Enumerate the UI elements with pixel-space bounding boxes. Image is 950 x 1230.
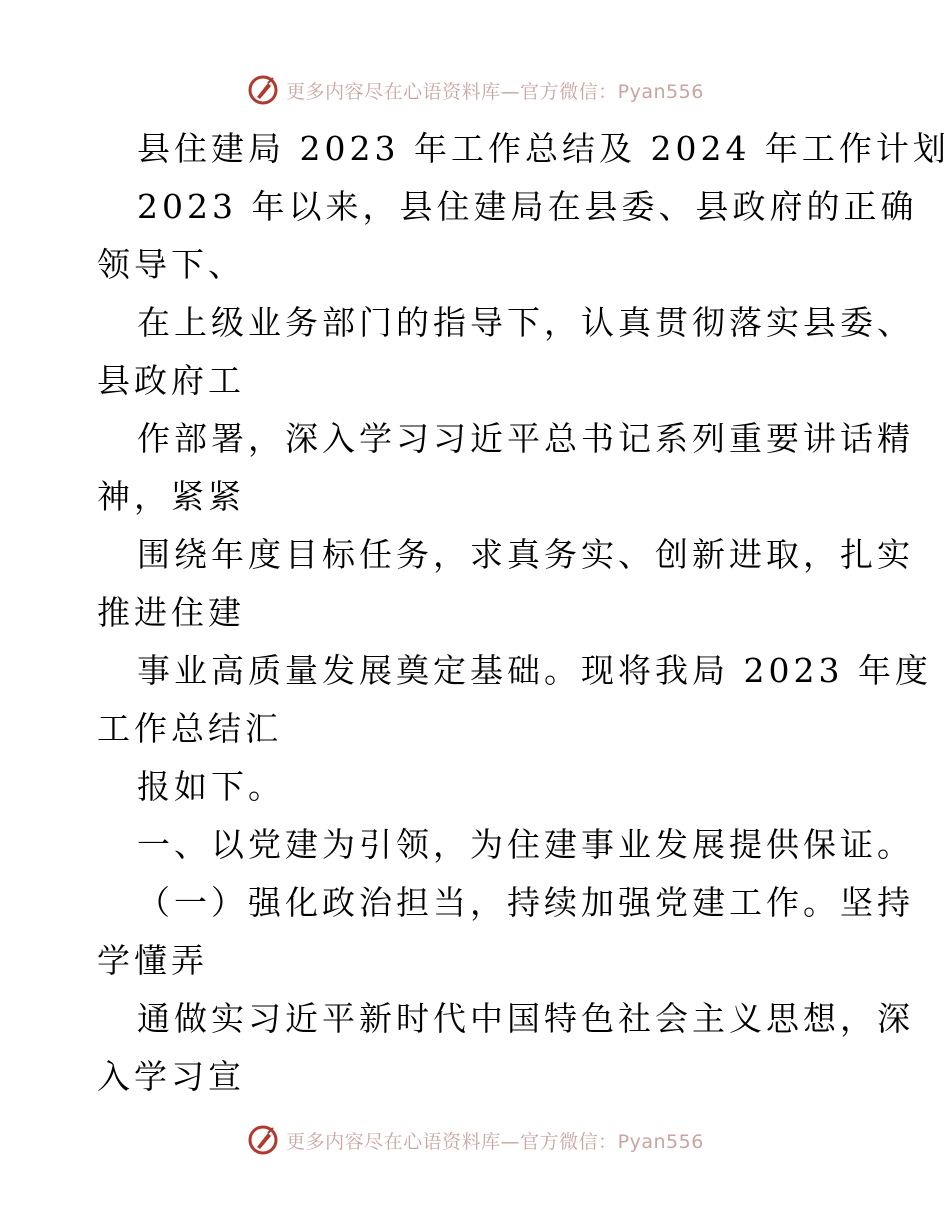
text-line: 事业高质量发展奠定基础。现将我局 2023 年度: [137, 651, 932, 690]
header-watermark: [0, 70, 950, 110]
text-line: 通做实习近平新时代中国特色社会主义思想，深: [137, 999, 914, 1038]
text-line: 作部署，深入学习习近平总书记系列重要讲话精: [137, 419, 914, 458]
watermark-text: 更多内容尽在心语资料库—官方微信：Pyan556: [286, 1130, 704, 1153]
text-line: 报如下。: [137, 767, 285, 806]
text-line: 神，紧紧: [97, 477, 245, 516]
watermark-text: 更多内容尽在心语资料库—官方微信：Pyan556: [286, 80, 704, 103]
text-line: 学懂弄: [97, 941, 208, 980]
text-line: 在上级业务部门的指导下，认真贯彻落实县委、: [137, 303, 914, 342]
text-line: 县政府工: [97, 361, 245, 400]
text-line: 县住建局 2023 年工作总结及 2024 年工作计划: [137, 129, 950, 168]
text-line: 推进住建: [97, 593, 245, 632]
text-line: 领导下、: [97, 245, 245, 284]
pen-logo-icon: [246, 1123, 280, 1157]
text-line: 入学习宣: [97, 1057, 245, 1096]
text-line: 工作总结汇: [97, 709, 282, 748]
pen-logo-icon: [246, 73, 280, 107]
text-line: 2023 年以来，县住建局在县委、县政府的正确: [137, 187, 918, 226]
footer-watermark: [0, 1120, 950, 1160]
text-line: （一）强化政治担当，持续加强党建工作。坚持: [137, 883, 914, 922]
text-line: 围绕年度目标任务，求真务实、创新进取，扎实: [137, 535, 914, 574]
document-body: [97, 120, 950, 1106]
text-line: 一、以党建为引领，为住建事业发展提供保证。: [137, 825, 914, 864]
